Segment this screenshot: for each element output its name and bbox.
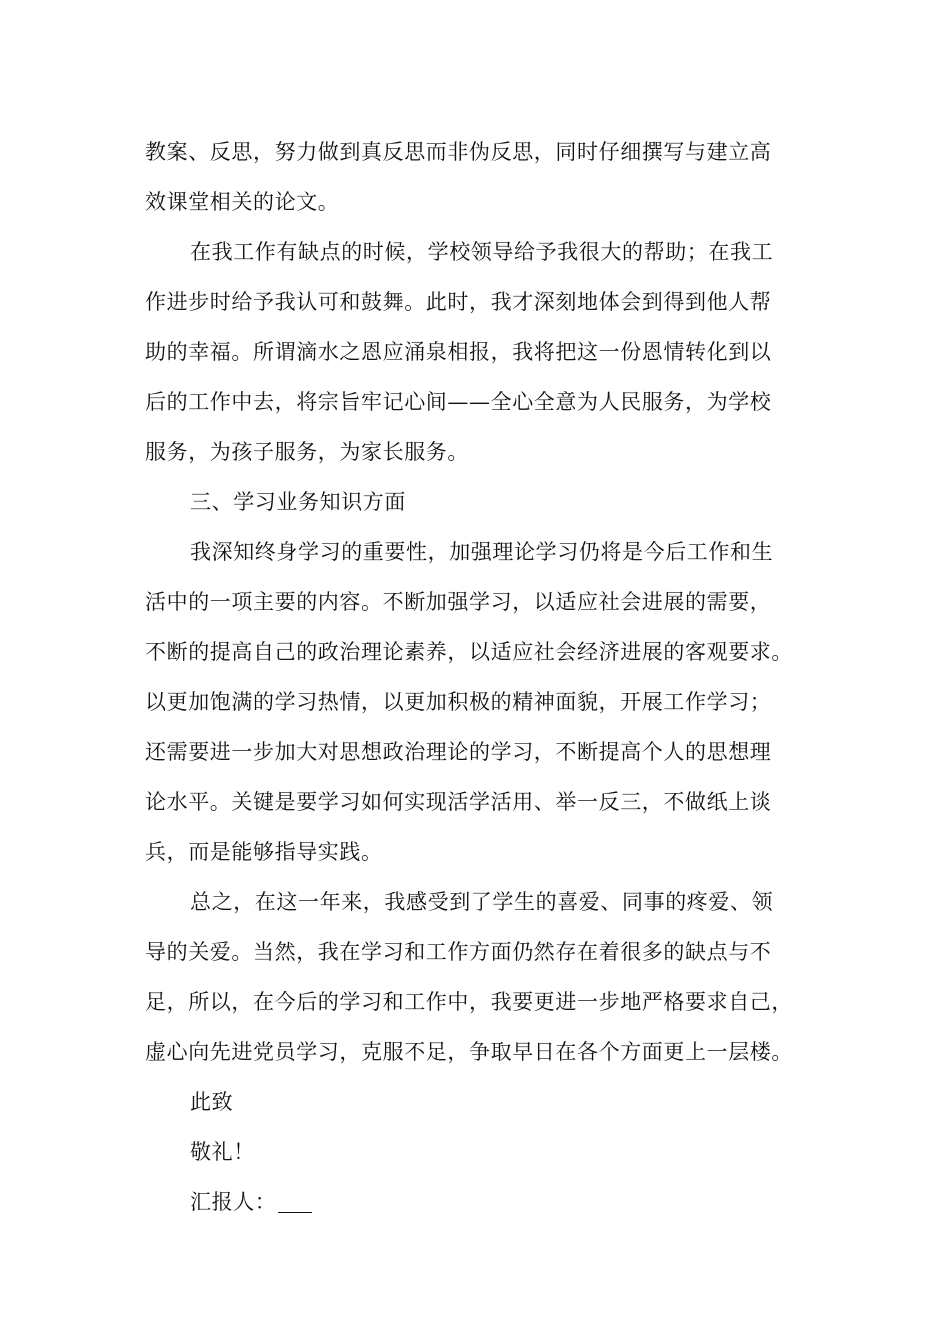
text-line: 作进步时给予我认可和鼓舞。此时，我才深刻地体会到得到他人帮 bbox=[145, 290, 772, 314]
text-line: 后的工作中去，将宗旨牢记心间——全心全意为人民服务，为学校 bbox=[145, 390, 772, 414]
paragraph-start: 总之，在这一年来，我感受到了学生的喜爱、同事的疼爱、领 bbox=[190, 890, 774, 914]
text-line: 教案、反思，努力做到真反思而非伪反思，同时仔细撰写与建立高 bbox=[145, 140, 772, 164]
paragraph-start: 我深知终身学习的重要性，加强理论学习仍将是今后工作和生 bbox=[190, 540, 774, 564]
text-line: 助的幸福。所谓滴水之恩应涌泉相报，我将把这一份恩情转化到以 bbox=[145, 340, 772, 364]
text-line: 兵，而是能够指导实践。 bbox=[145, 840, 383, 864]
closing-salutation: 此致 bbox=[190, 1090, 234, 1114]
signature-blank bbox=[278, 1192, 312, 1213]
paragraph-start: 在我工作有缺点的时候，学校领导给予我很大的帮助；在我工 bbox=[190, 240, 774, 264]
text-line: 服务，为孩子服务，为家长服务。 bbox=[145, 440, 469, 464]
text-line: 活中的一项主要的内容。不断加强学习，以适应社会进展的需要， bbox=[145, 590, 772, 614]
reporter-label: 汇报人： bbox=[190, 1190, 277, 1214]
text-line: 还需要进一步加大对思想政治理论的学习，不断提高个人的思想理 bbox=[145, 740, 772, 764]
text-line: 虚心向先进党员学习，克服不足，争取早日在各个方面更上一层楼。 bbox=[145, 1040, 793, 1064]
text-line: 以更加饱满的学习热情，以更加积极的精神面貌，开展工作学习； bbox=[145, 690, 772, 714]
text-line: 导的关爱。当然，我在学习和工作方面仍然存在着很多的缺点与不 bbox=[145, 940, 772, 964]
text-line: 论水平。关键是要学习如何实现活学活用、举一反三，不做纸上谈 bbox=[145, 790, 772, 814]
closing-regards: 敬礼！ bbox=[190, 1140, 255, 1164]
text-line: 不断的提高自己的政治理论素养，以适应社会经济进展的客观要求。 bbox=[145, 640, 793, 664]
text-line: 足，所以，在今后的学习和工作中，我要更进一步地严格要求自己， bbox=[145, 990, 793, 1014]
document-body bbox=[145, 127, 835, 1227]
section-heading: 三、学习业务知识方面 bbox=[190, 490, 406, 514]
reporter-signature-line bbox=[145, 1177, 835, 1227]
text-line: 效课堂相关的论文。 bbox=[145, 190, 340, 214]
